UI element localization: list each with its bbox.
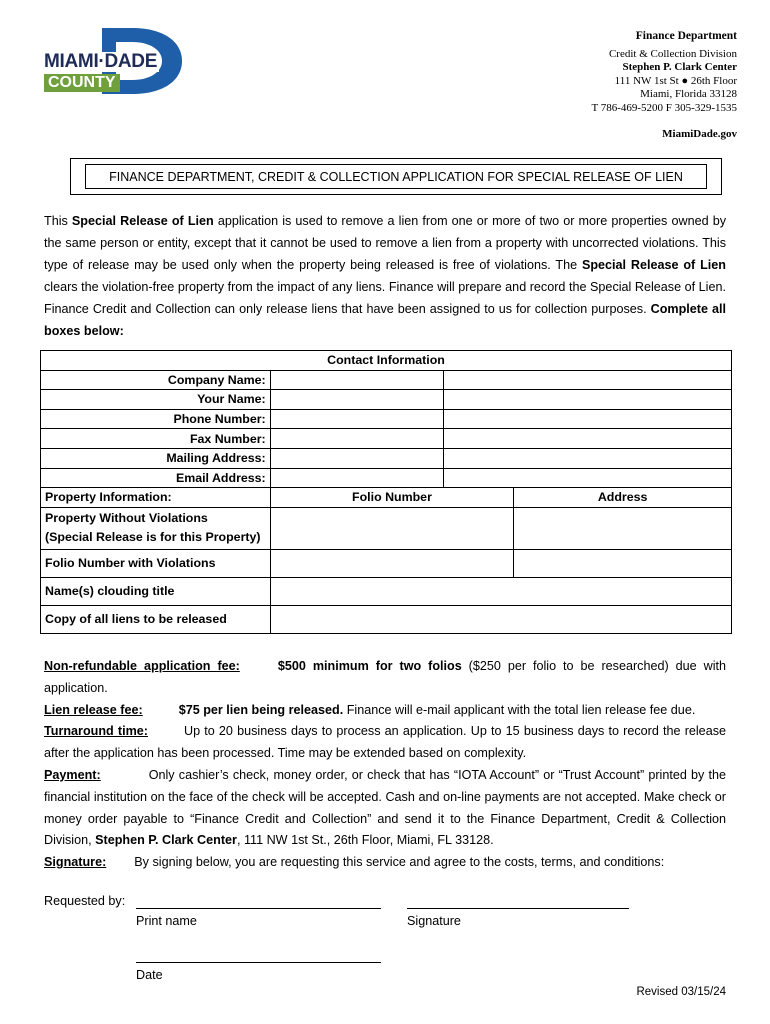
property-without-violations-line1: Property Without Violations xyxy=(45,511,208,526)
fax-number-field[interactable] xyxy=(270,429,444,449)
intro-instruction: Complete all boxes below: xyxy=(44,302,727,338)
folio-with-violations-address-field[interactable] xyxy=(514,549,732,577)
center-name: Stephen P. Clark Center xyxy=(622,61,737,74)
your-name-field[interactable] xyxy=(270,390,444,410)
payment-label: Payment: xyxy=(44,767,101,782)
signature-caption: Signature xyxy=(407,914,461,928)
table-row xyxy=(41,468,732,488)
payment-detail-1: Only cashier’s check, money order, or check that has “IOTA Account” or “Trust Account” printed by the financial institution on the face of the check will be accepted. Cash and on-line payments are not accepted. Make check or money order payable to “Finance Credit and Collection” and send it to the Finance Department, Credit & Collection Division, xyxy=(44,767,726,848)
print-name-caption: Print name xyxy=(136,914,197,928)
mailing-address-label: Mailing Address: xyxy=(41,448,271,468)
lien-release-fee-label: Lien release fee: xyxy=(44,702,143,717)
signature-detail: By signing below, you are requesting this service and agree to the costs, terms, and conditions: xyxy=(134,855,665,870)
table-row xyxy=(41,605,732,633)
table-row xyxy=(41,409,732,429)
company-name-label: Company Name: xyxy=(41,370,271,390)
form-title-box xyxy=(70,158,722,195)
contact-information-header: Contact Information xyxy=(41,351,732,371)
company-name-field[interactable] xyxy=(270,370,444,390)
property-information-header: Property Information: xyxy=(41,488,271,508)
application-fee-label: Non-refundable application fee: xyxy=(44,659,240,673)
signature-line[interactable] xyxy=(407,908,629,909)
fax-number-field-extra[interactable] xyxy=(444,429,732,449)
city-address: Miami, Florida 33128 xyxy=(640,88,737,101)
table-row xyxy=(41,549,732,577)
street-address: 111 NW 1st St ● 26th Floor xyxy=(614,74,737,87)
logo-county-text: COUNTY xyxy=(44,74,120,92)
email-address-field-extra[interactable] xyxy=(444,468,732,488)
lien-release-fee-paragraph xyxy=(44,700,726,722)
table-row xyxy=(41,577,732,605)
turnaround-detail: Up to 20 business days to process an application. Up to 15 business days to record the release after the application has been processed. Time may be extended based on complexity. xyxy=(44,724,726,761)
copy-of-liens-field[interactable] xyxy=(270,605,731,633)
application-fee-paragraph xyxy=(44,656,726,700)
folio-with-violations-label: Folio Number with Violations xyxy=(41,549,271,577)
email-address-label: Email Address: xyxy=(41,468,271,488)
property-header-row xyxy=(41,488,732,508)
application-form-table xyxy=(40,350,732,634)
your-name-field-extra[interactable] xyxy=(444,390,732,410)
lien-release-fee-detail: Finance will e-mail applicant with the total lien release fee due. xyxy=(343,702,696,717)
mailing-address-field[interactable] xyxy=(270,448,444,468)
website-link[interactable]: MiamiDade.gov xyxy=(662,127,737,140)
signature-label: Signature: xyxy=(44,855,107,870)
phone-number-field-extra[interactable] xyxy=(444,409,732,429)
department-name: Finance Department xyxy=(635,30,737,42)
your-name-label: Your Name: xyxy=(41,390,271,410)
date-line[interactable] xyxy=(136,962,381,963)
turnaround-paragraph xyxy=(44,721,726,765)
payment-center-name: Stephen P. Clark Center xyxy=(95,833,237,848)
email-address-field[interactable] xyxy=(270,468,444,488)
application-fee-detail: ($250 per folio to be researched) due with application. xyxy=(44,659,727,695)
print-name-line[interactable] xyxy=(136,908,381,909)
date-caption: Date xyxy=(136,968,163,982)
phone-number-label: Phone Number: xyxy=(41,409,271,429)
miami-dade-county-logo xyxy=(44,28,184,98)
folio-number-header: Folio Number xyxy=(270,488,514,508)
address-header: Address xyxy=(514,488,732,508)
phone-number-field[interactable] xyxy=(270,409,444,429)
company-name-field-extra[interactable] xyxy=(444,370,732,390)
division-name: Credit & Collection Division xyxy=(608,47,737,60)
property-without-violations-label xyxy=(41,507,271,549)
form-title: FINANCE DEPARTMENT, CREDIT & COLLECTION APPLICATION FOR SPECIAL RELEASE OF LIEN xyxy=(85,164,707,189)
property-without-violations-line2: (Special Release is for this Property) xyxy=(45,530,261,545)
signature-paragraph xyxy=(44,852,726,874)
intro-text-1: This xyxy=(44,214,72,228)
intro-paragraph xyxy=(44,210,726,342)
intro-text-2: application is used to remove a lien from one or more of two or more properties owned by the same person or entity, except that it cannot be used to remove a lien from a property with uncorrected violations. This type of release may be used only when the property being released is free of violations. The xyxy=(44,214,726,272)
requested-by-label: Requested by: xyxy=(44,894,126,908)
intro-bold-2: Special Release of Lien xyxy=(581,258,726,272)
lien-release-fee-amount: $75 per lien being released. xyxy=(178,702,344,717)
table-row xyxy=(41,448,732,468)
intro-bold-1: Special Release of Lien xyxy=(71,214,214,228)
payment-paragraph xyxy=(44,765,726,852)
revision-date: Revised 03/15/24 xyxy=(636,986,726,998)
signature-area xyxy=(44,892,734,1012)
table-row xyxy=(41,370,732,390)
names-clouding-title-label: Name(s) clouding title xyxy=(41,577,271,605)
folio-with-violations-field[interactable] xyxy=(270,549,514,577)
copy-of-liens-label: Copy of all liens to be released xyxy=(41,605,271,633)
turnaround-label: Turnaround time: xyxy=(44,724,148,739)
contact-header-row xyxy=(41,351,732,371)
table-row xyxy=(41,390,732,410)
intro-text-3: clears the violation-free property from the impact of any liens. Finance will prepare and record the Special Release of Lien. Finance Credit and Collection can only release liens that have been assigned to us for collection purposes. xyxy=(44,280,726,316)
phone-numbers: T 786-469-5200 F 305-329-1535 xyxy=(591,101,737,114)
property-without-violations-address-field[interactable] xyxy=(514,507,732,549)
table-row xyxy=(41,429,732,449)
table-row xyxy=(41,507,732,549)
payment-detail-2: , 111 NW 1st St., 26th Floor, Miami, FL 33128. xyxy=(236,833,494,848)
mailing-address-field-extra[interactable] xyxy=(444,448,732,468)
application-fee-amount: $500 minimum for two folios xyxy=(277,659,462,673)
property-without-violations-folio-field[interactable] xyxy=(270,507,514,549)
names-clouding-title-field[interactable] xyxy=(270,577,731,605)
fax-number-label: Fax Number: xyxy=(41,429,271,449)
department-address-block xyxy=(591,30,737,141)
logo-miami-dade-text: MIAMI·DADE xyxy=(44,51,158,72)
terms-section xyxy=(44,656,726,874)
